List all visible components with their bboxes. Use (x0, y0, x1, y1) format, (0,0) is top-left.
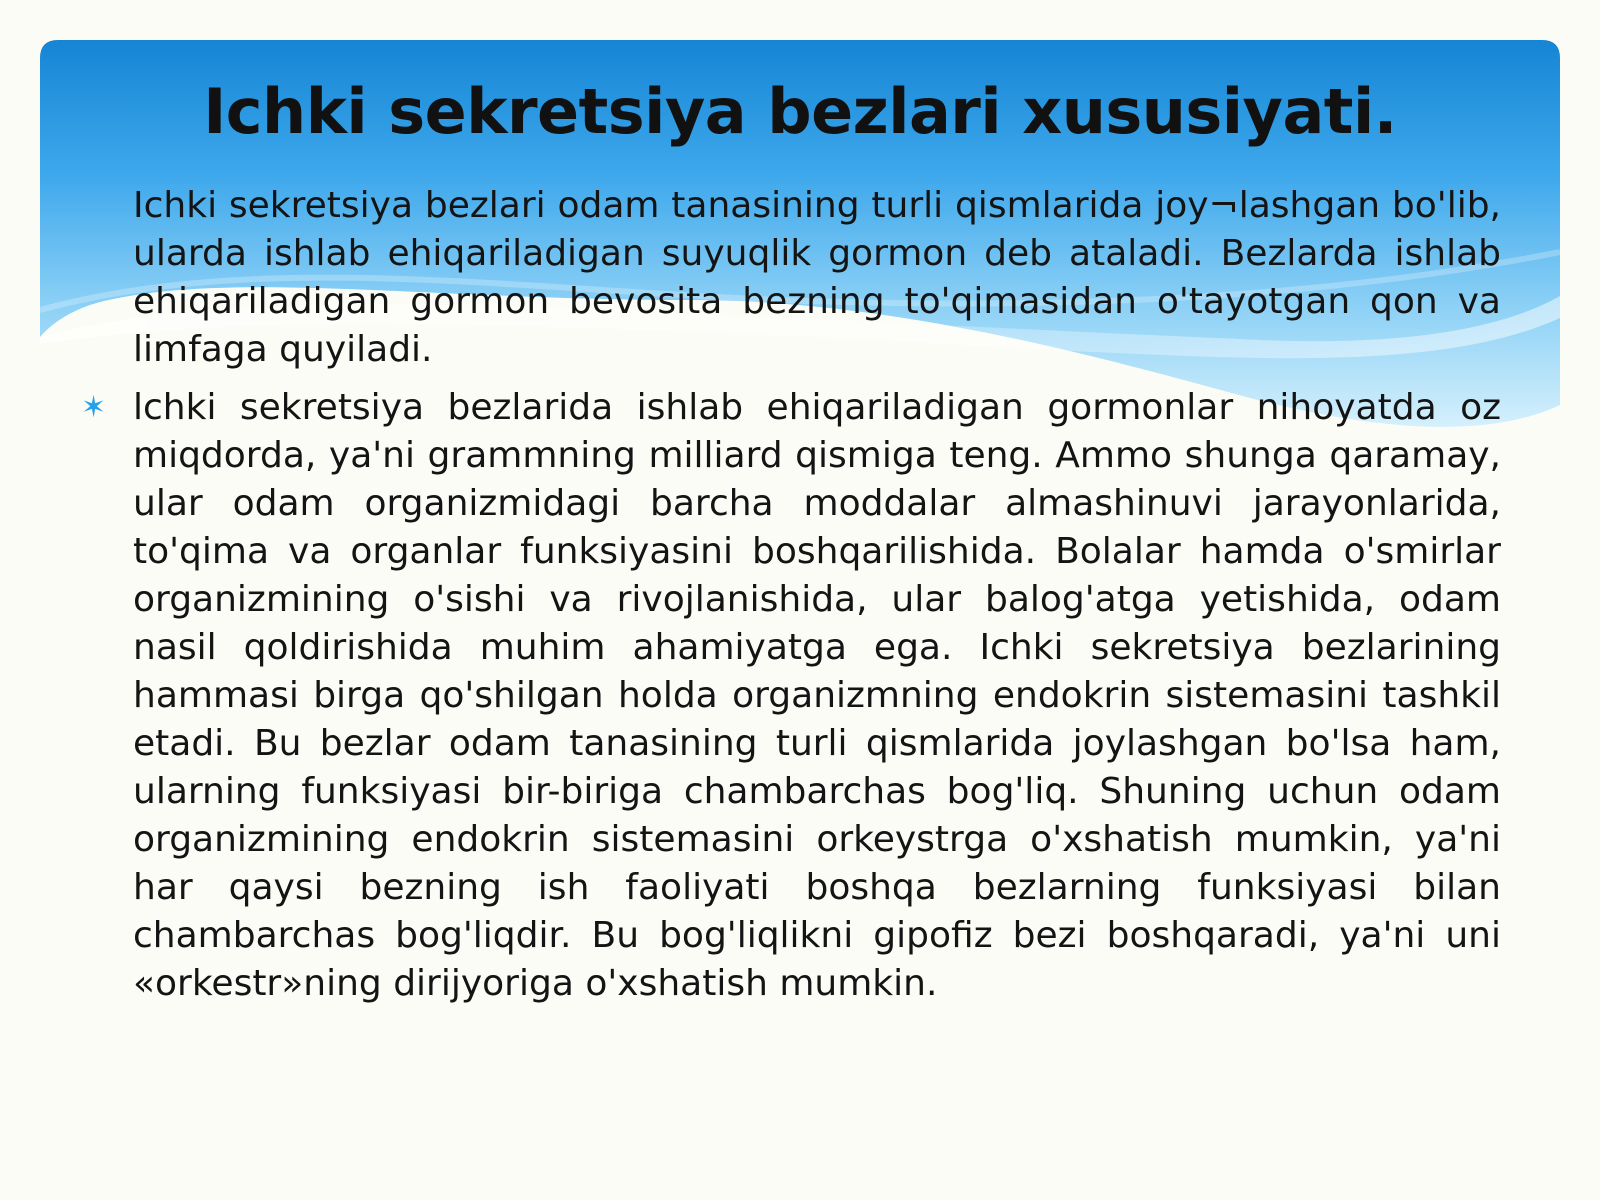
bullet-paragraph (81, 384, 1501, 1008)
slide-title: Ichki sekretsiya bezlari xususiyati. (203, 75, 1397, 148)
bullet-paragraph-text: lchki sekretsiya bezlarida ishlab ehiqariladigan gormonlar nihoyatda oz miqdorda, ya'ni grammning milliard qismiga teng. Ammo shunga qaramay, ular odam organizmidagi barcha moddalar almashinuvi jarayonlarida, to'qima va organlar funksiyasini boshqarilishida. Bolalar hamda o'smirlar organizmining o'sishi va rivojlanishida, ular balog'atga yetishida, odam nasil qoldirishida muhim ahamiyatga ega. Ichki sekretsiya bezlarining hammasi birga qo'shilgan holda organizmning endokrin sistemasini tashkil etadi. Bu bezlar odam tanasining turli qismlarida joylashgan bo'lsa ham, ularning funksiyasi bir-biriga chambarchas bog'liq. Shuning uchun odam organizmining endokrin sistemasini orkeystrga o'xshatish mumkin, ya'ni har qaysi bezning ish faoliyati boshqa bezlarning funksiyasi bilan chambarchas bog'liqdir. Bu bog'liqlikni gipofiz bezi boshqaradi, ya'ni uni «orkestr»ning dirijyoriga o'xshatish mumkin. (133, 387, 1501, 1004)
star-bullet-icon: ✶ (81, 390, 107, 425)
intro-paragraph: Ichki sekretsiya bezlari odam tanasining turli qismlarida joy¬lashgan bo'lib, ularda ishlab ehiqariladigan suyuqlik gormon deb ataladi. Bezlarda ishlab ehiqariladigan gormon bevosita bezning to'qimasidan o'tayotgan qon va limfaga quyiladi. (133, 185, 1501, 370)
slide-body (81, 182, 1501, 1008)
